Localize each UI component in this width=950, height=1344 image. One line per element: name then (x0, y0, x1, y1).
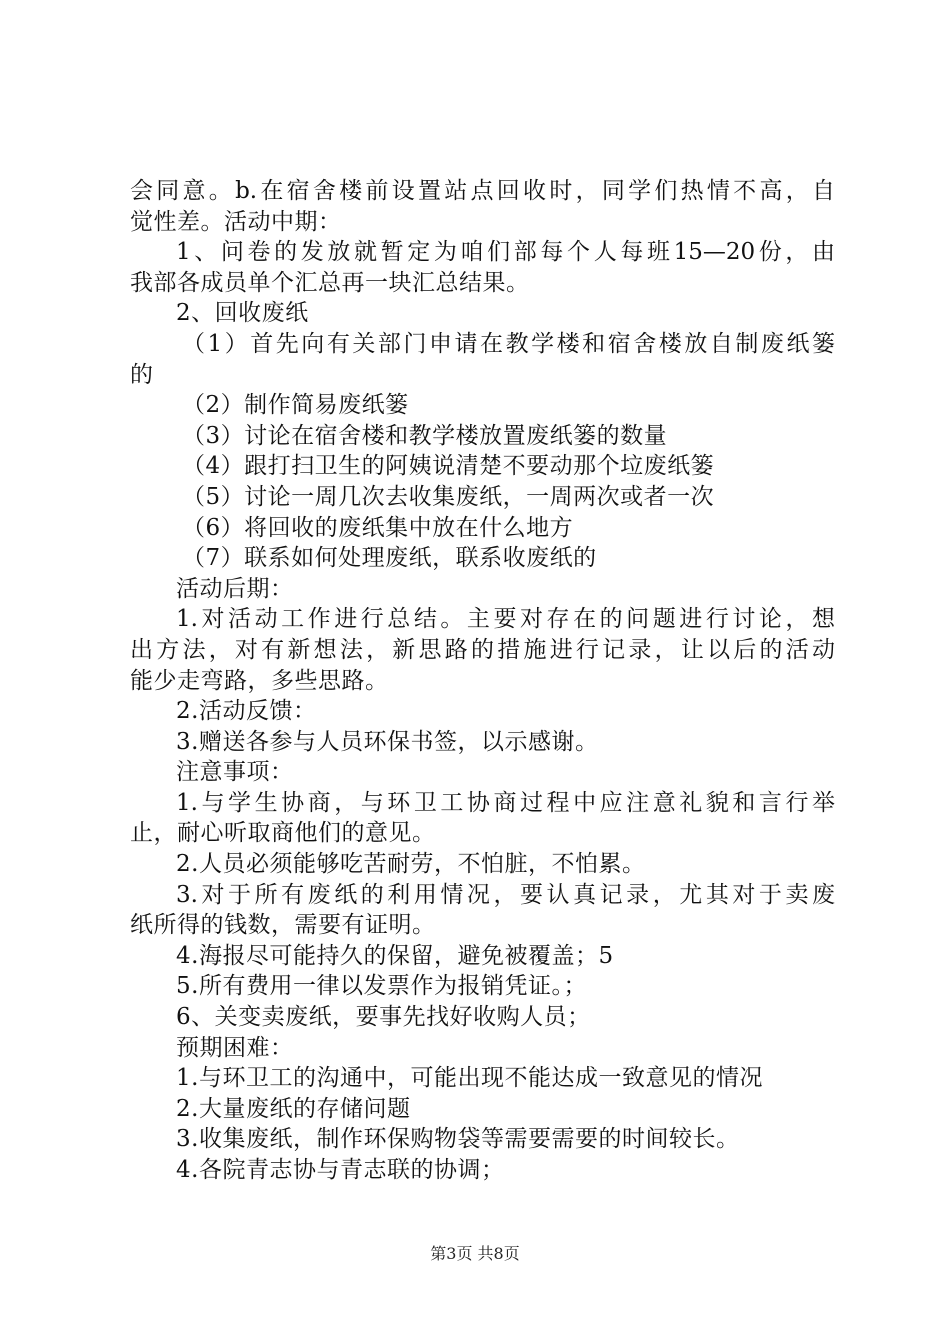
text-line: 活动后期： (176, 575, 294, 602)
text-line: 注意事项： (176, 759, 294, 786)
text-line: 3.对于所有废纸的利用情况，要认真记录，尤其对于卖废 (176, 881, 835, 908)
text-line: 1、问卷的发放就暂定为咱们部每个人每班15—20份，由 (176, 239, 835, 266)
text-line: 觉性差。活动中期： (130, 208, 342, 235)
text-line: 4.各院青志协与青志联的协调； (176, 1157, 505, 1183)
text-line: 的 (130, 361, 154, 388)
text-line: 能少走弯路，多些思路。 (130, 667, 389, 694)
text-line: 2.人员必须能够吃苦耐劳，不怕脏，不怕累。 (176, 851, 646, 878)
text-line: 2.活动反馈： (176, 698, 317, 725)
document-body (130, 176, 835, 1186)
text-line: 我部各成员单个汇总再一块汇总结果。 (130, 269, 530, 296)
text-line: （1）首先向有关部门申请在教学楼和宿舍楼放自制废纸篓 (182, 330, 835, 357)
page-number-footer: 第3页 共8页 (430, 1244, 520, 1263)
text-line: 出方法，对有新想法，新思路的措施进行记录，让以后的活动 (130, 636, 835, 663)
text-line: （3）讨论在宿舍楼和教学楼放置废纸篓的数量 (182, 422, 668, 449)
text-line: 2、回收废纸 (176, 300, 309, 327)
text-line: 3.收集废纸，制作环保购物袋等需要需要的时间较长。 (176, 1126, 740, 1153)
text-line: 会同意。b.在宿舍楼前设置站点回收时，同学们热情不高，自 (130, 178, 835, 204)
text-line: 1.对活动工作进行总结。主要对存在的问题进行讨论，想 (176, 606, 835, 633)
text-line: 1.与环卫工的沟通中，可能出现不能达成一致意见的情况 (176, 1065, 763, 1092)
text-line: （2）制作简易废纸篓 (182, 392, 409, 419)
text-line: 预期困难： (176, 1034, 294, 1061)
text-line: 纸所得的钱数，需要有证明。 (130, 912, 436, 939)
text-line: （4）跟打扫卫生的阿姨说清楚不要动那个垃废纸篓 (182, 453, 715, 480)
text-line: 1.与学生协商，与环卫工协商过程中应注意礼貌和言行举 (176, 789, 835, 816)
text-line: 2.大量废纸的存储问题 (176, 1095, 411, 1122)
text-line: 5.所有费用一律以发票作为报销凭证。； (176, 973, 587, 1000)
text-line: 4.海报尽可能持久的保留，避免被覆盖；5 (176, 942, 614, 969)
text-line: （6）将回收的废纸集中放在什么地方 (182, 514, 574, 541)
text-line: （7）联系如何处理废纸，联系收废纸的 (182, 545, 597, 572)
text-line: （5）讨论一周几次去收集废纸，一周两次或者一次 (182, 483, 715, 510)
text-line: 3.赠送各参与人员环保书签，以示感谢。 (176, 728, 599, 755)
text-line: 6、关变卖废纸，要事先找好收购人员； (176, 1004, 591, 1031)
text-line: 止，耐心听取商他们的意见。 (130, 820, 436, 847)
